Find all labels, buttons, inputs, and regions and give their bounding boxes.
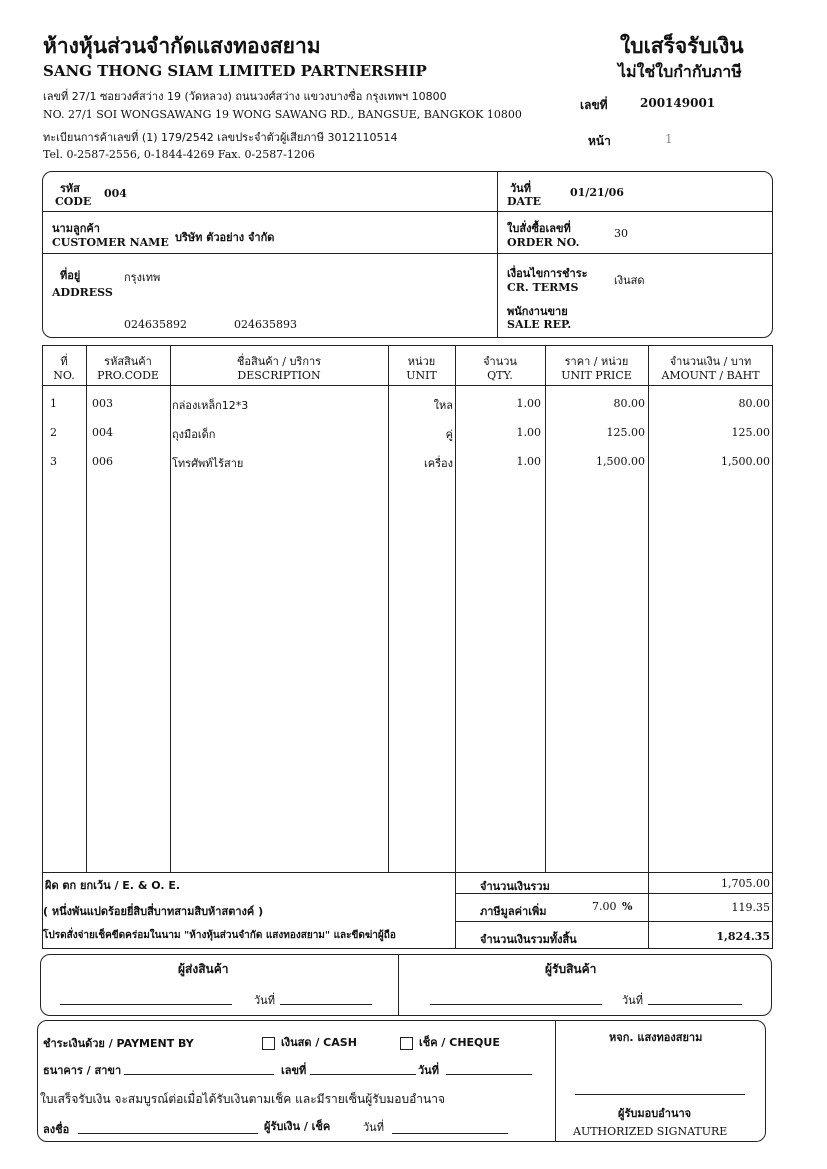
customer-label-thai: นามลูกค้า xyxy=(52,222,100,235)
customer-box-divider xyxy=(497,172,498,337)
subtotal-value: 1,705.00 xyxy=(721,877,770,890)
address-value: กรุงเทพ xyxy=(124,271,161,284)
receiver-date-label: วันที่ xyxy=(622,994,643,1007)
customer-info-box xyxy=(42,171,773,338)
company-registration: ทะเบียนการค้าเลขที่ (1) 179/2542 เลขประจำตัวผู้เสียภาษี 3012110514 xyxy=(43,131,398,144)
payment-box-divider xyxy=(555,1021,556,1141)
cash-checkbox[interactable] xyxy=(262,1037,275,1050)
receiver-signature-line[interactable] xyxy=(430,1004,602,1005)
table-row-1-desc: กล่องเหล็ก12*3 xyxy=(172,399,249,412)
cheque-date-label: วันที่ xyxy=(418,1064,439,1077)
table-row-1-amount: 80.00 xyxy=(738,397,770,410)
authorized-label-english: AUTHORIZED SIGNATURE xyxy=(573,1125,728,1138)
table-row-1-price: 80.00 xyxy=(613,397,645,410)
eoe-text: ผิด ตก ยกเว้น / E. & O. E. xyxy=(45,879,181,892)
address-label-english: ADDRESS xyxy=(52,286,113,299)
grand-total-value: 1,824.35 xyxy=(716,930,770,943)
receipt-note: ใบเสร็จรับเงิน จะสมบูรณ์ต่อเมื่อได้รับเงินตามเช็ค และมีรายเซ็นผู้รับมอบอำนาจ xyxy=(40,1092,445,1106)
receipt-number: 200149001 xyxy=(640,96,716,110)
header-no-thai: ที่ xyxy=(60,355,68,368)
table-row-3-code: 006 xyxy=(92,455,113,468)
subtotal-label: จำนวนเงินรวม xyxy=(480,880,550,893)
authorized-signature-line[interactable] xyxy=(575,1094,745,1095)
receiver-date-line[interactable] xyxy=(648,1004,742,1005)
company-name-thai: ห้างหุ้นส่วนจำกัดแสงทองสยาม xyxy=(43,34,321,58)
page-number: 1 xyxy=(665,132,673,146)
table-row-2-amount: 125.00 xyxy=(731,426,770,439)
order-label-english: ORDER NO. xyxy=(507,236,580,249)
vat-rate: 7.00 xyxy=(592,900,617,913)
date-label-english: DATE xyxy=(507,195,542,208)
col-line-2 xyxy=(170,345,171,872)
header-qty-english: QTY. xyxy=(487,369,513,382)
cheque-label: เช็ค / CHEQUE xyxy=(419,1036,500,1049)
table-row-1-code: 003 xyxy=(92,397,113,410)
company-name-english: SANG THONG SIAM LIMITED PARTNERSHIP xyxy=(43,62,427,80)
header-price-thai: ราคา / หน่วย xyxy=(564,355,629,368)
customer-box-row-line-1 xyxy=(43,211,772,212)
vat-label: ภาษีมูลค่าเพิ่ม xyxy=(480,905,547,918)
table-row-2-desc: ถุงมือเด็ก xyxy=(172,428,216,441)
cash-label: เงินสด / CASH xyxy=(281,1036,357,1049)
table-row-2-unit: คู่ xyxy=(445,428,453,441)
receiver-label: ผู้รับสินค้า xyxy=(545,962,597,976)
header-unit-english: UNIT xyxy=(406,369,437,382)
table-row-1-qty: 1.00 xyxy=(516,397,541,410)
table-row-2-no: 2 xyxy=(50,426,57,439)
header-amount-thai: จำนวนเงิน / บาท xyxy=(669,355,752,368)
cheque-checkbox[interactable] xyxy=(400,1037,413,1050)
date-label-thai: วันที่ xyxy=(510,182,531,195)
customer-name: บริษัท ตัวอย่าง จำกัด xyxy=(175,231,275,244)
table-row-1-no: 1 xyxy=(50,397,57,410)
order-label-thai: ใบสั่งซื้อเลขที่ xyxy=(507,222,571,235)
vat-percent-sign: % xyxy=(622,900,633,913)
page-label: หน้า xyxy=(588,134,611,148)
sender-signature-line[interactable] xyxy=(60,1004,232,1005)
terms-label-thai: เงื่อนไขการชำระ xyxy=(507,267,588,280)
table-row-3-amount: 1,500.00 xyxy=(721,455,770,468)
payment-receiver-label: ผู้รับเงิน / เช็ค xyxy=(264,1120,331,1133)
header-qty-thai: จำนวน xyxy=(483,355,517,368)
customer-phone-1: 024635892 xyxy=(124,318,187,331)
bank-label: ธนาคาร / สาขา xyxy=(43,1064,122,1077)
table-row-2-code: 004 xyxy=(92,426,113,439)
cheque-option[interactable] xyxy=(400,1033,500,1051)
address-label-thai: ที่อยู่ xyxy=(60,269,81,282)
col-line-1 xyxy=(86,345,87,872)
payment-by-label: ชำระเงินด้วย / PAYMENT BY xyxy=(43,1037,194,1050)
company-address-thai: เลขที่ 27/1 ซอยวงศ์สว่าง 19 (วัดหลวง) ถนนวงศ์สว่าง แขวงบางซื่อ กรุงเทพฯ 10800 xyxy=(43,90,447,103)
company-phone: Tel. 0-2587-2556, 0-1844-4269 Fax. 0-2587-1206 xyxy=(43,148,315,161)
code-label-thai: รหัส xyxy=(60,182,80,195)
sender-date-line[interactable] xyxy=(280,1004,372,1005)
sender-label: ผู้ส่งสินค้า xyxy=(178,962,229,976)
document-title: ใบเสร็จรับเงิน xyxy=(620,34,744,58)
sign-line[interactable] xyxy=(78,1133,258,1134)
code-label-english: CODE xyxy=(55,195,92,208)
salesrep-label-thai: พนักงานขาย xyxy=(507,305,568,318)
salesrep-label-english: SALE REP. xyxy=(507,318,572,331)
table-header-line xyxy=(42,385,773,386)
sender-date-label: วันที่ xyxy=(254,994,275,1007)
table-row-3-desc: โทรศัพท์ไร้สาย xyxy=(172,457,244,470)
table-footer-line xyxy=(42,872,773,873)
authorized-label-thai: ผู้รับมอบอำนาจ xyxy=(618,1107,692,1120)
terms-label-english: CR. TERMS xyxy=(507,281,579,294)
bank-line[interactable] xyxy=(124,1074,274,1075)
header-unit-thai: หน่วย xyxy=(407,355,436,368)
vat-value: 119.35 xyxy=(731,901,770,914)
table-row-3-qty: 1.00 xyxy=(516,455,541,468)
header-code-english: PRO.CODE xyxy=(97,369,159,382)
code-value: 004 xyxy=(104,187,127,200)
company-short-name: หจก. แสงทองสยาม xyxy=(609,1031,703,1044)
cheque-note: โปรดสั่งจ่ายเช็คขีดคร่อมในนาม "ห้างหุ้นส่วนจำกัด แสงทองสยาม" และขีดฆ่าผู้ถือ xyxy=(43,930,396,941)
col-line-5 xyxy=(545,345,546,872)
header-description-thai: ชื่อสินค้า / บริการ xyxy=(236,355,322,368)
document-subtitle: ไม่ใช่ใบกำกับภาษี xyxy=(618,62,742,81)
header-code-thai: รหัสสินค้า xyxy=(104,355,152,368)
payment-date-line[interactable] xyxy=(392,1133,508,1134)
customer-box-row-line-2 xyxy=(43,253,772,254)
sign-label: ลงชื่อ xyxy=(43,1123,70,1136)
header-description-english: DESCRIPTION xyxy=(237,369,321,382)
table-row-3-price: 1,500.00 xyxy=(596,455,645,468)
delivery-box-divider xyxy=(398,955,399,1015)
header-no-english: NO. xyxy=(53,369,75,382)
header-amount-english: AMOUNT / BAHT xyxy=(661,369,760,382)
header-price-english: UNIT PRICE xyxy=(561,369,632,382)
amount-in-words: ( หนึ่งพันแปดร้อยยี่สิบสี่บาทสามสิบห้าสตางค์ ) xyxy=(43,905,264,918)
company-address-english: NO. 27/1 SOI WONGSAWANG 19 WONG SAWANG RD., BANGSUE, BANGKOK 10800 xyxy=(43,108,522,121)
terms-value: เงินสด xyxy=(614,274,645,287)
table-row-1-unit: ใหล xyxy=(433,399,453,412)
table-row-2-price: 125.00 xyxy=(606,426,645,439)
payment-date-label: วันที่ xyxy=(363,1121,384,1134)
date-value: 01/21/06 xyxy=(570,186,624,199)
delivery-box xyxy=(40,954,772,1016)
cash-option[interactable] xyxy=(262,1033,357,1051)
cheque-number-label: เลขที่ xyxy=(281,1064,307,1077)
receipt-number-label: เลขที่ xyxy=(580,98,608,112)
customer-phone-2: 024635893 xyxy=(234,318,297,331)
grand-total-label: จำนวนเงินรวมทั้งสิ้น xyxy=(480,933,577,946)
table-row-3-no: 3 xyxy=(50,455,57,468)
totals-line-2 xyxy=(455,921,773,922)
order-number: 30 xyxy=(614,227,628,240)
cheque-date-line[interactable] xyxy=(446,1074,532,1075)
table-row-2-qty: 1.00 xyxy=(516,426,541,439)
cheque-number-line[interactable] xyxy=(310,1074,416,1075)
table-row-3-unit: เครื่อง xyxy=(423,457,453,470)
customer-label-english: CUSTOMER NAME xyxy=(52,236,169,249)
